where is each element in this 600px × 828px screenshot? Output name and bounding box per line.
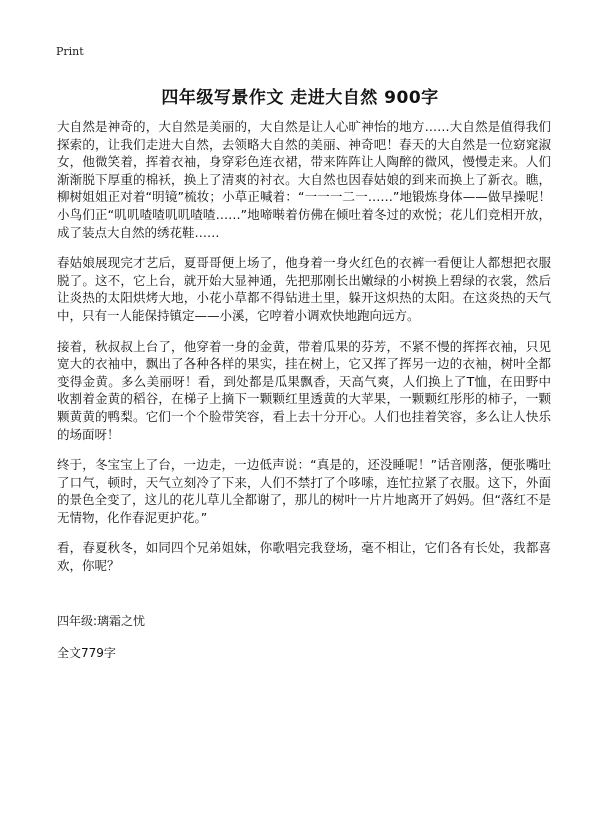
author-line: 四年级:璃霜之忧 xyxy=(57,614,146,628)
paragraph-spring: 大自然是神奇的，大自然是美丽的，大自然是让人心旷神怡的地方……大自然是值得我们探索的，让我们走进大自然，去领略大自然的美丽、神奇吧！春天的大自然是一位窈窕淑女，他微笑着，挥着衣袖，身穿彩色连衣裙，带来阵阵让人陶醉的微风，慢慢走来。人们渐渐脱下厚重的棉袄，换上了清爽的衬衣。大自然也因春姑娘的到来而换上了新衣。瞧，柳树姐姐正对着“明镜”梳妆；小草正喊着：“一一一二一……”地锻炼身体——做早操呢！小鸟们正“叽叽喳喳叽叽喳喳……”地啼啭着仿佛在倾吐着冬过的欢悦；花儿们竞相开放，成了装点大自然的绣花鞋…… xyxy=(57,119,551,240)
paragraph-conclusion: 看，春夏秋冬，如同四个兄弟姐妹，你歌唱完我登场，毫不相让，它们各有长处，我都喜欢，你呢？ xyxy=(57,540,551,574)
word-count: 全文779字 xyxy=(57,646,116,660)
article-body xyxy=(57,118,551,588)
paragraph-winter: 终于，冬宝宝上了台，一边走，一边低声说：“真是的，还没睡呢！”话音刚落，便张嘴吐了口气，顿时，天气立刻冷了下来，人们不禁打了个哆嗦，连忙拉紧了衣服。这下，外面的景色全变了，这儿的花儿草儿全都谢了，那儿的树叶一片片地离开了妈妈。但“落红不是无情物，化作春泥更护花。” xyxy=(57,457,551,525)
print-link[interactable]: Print xyxy=(56,45,84,58)
article-title: 四年级写景作文 走进大自然 900字 xyxy=(161,88,439,108)
paragraph-summer: 春姑娘展现完才艺后，夏哥哥便上场了，他身着一身火红色的衣裤一看便让人都想把衣服脱了。这不，它上台，就开始大显神通，先把那刚长出嫩绿的小树换上碧绿的衣裳，然后让炎热的太阳烘烤大地，小花小草都不得钻进土里，躲开这炽热的太阳。在这炎热的天气中，只有一人能保持镇定——小溪，它哼着小调欢快地跑向远方。 xyxy=(57,255,551,323)
paragraph-autumn: 接着，秋叔叔上台了，他穿着一身的金黄，带着瓜果的芬芳，不紧不慢的挥挥衣袖，只见宽大的衣袖中，飘出了各种各样的果实，挂在树上，它又挥了挥另一边的衣袖，树叶全都变得金黄。多么美丽呀！看，到处都是瓜果飘香，天高气爽，人们换上了T恤，在田野中收割着金黄的稻谷，在梯子上摘下一颗颗红里透黄的大苹果，一颗颗红彤彤的柿子，一颗颗黄黄的鸭梨。它们一个个脸带笑容，看上去十分开心。人们也挂着笑容，多么让人快乐的场面呀！ xyxy=(57,338,551,442)
